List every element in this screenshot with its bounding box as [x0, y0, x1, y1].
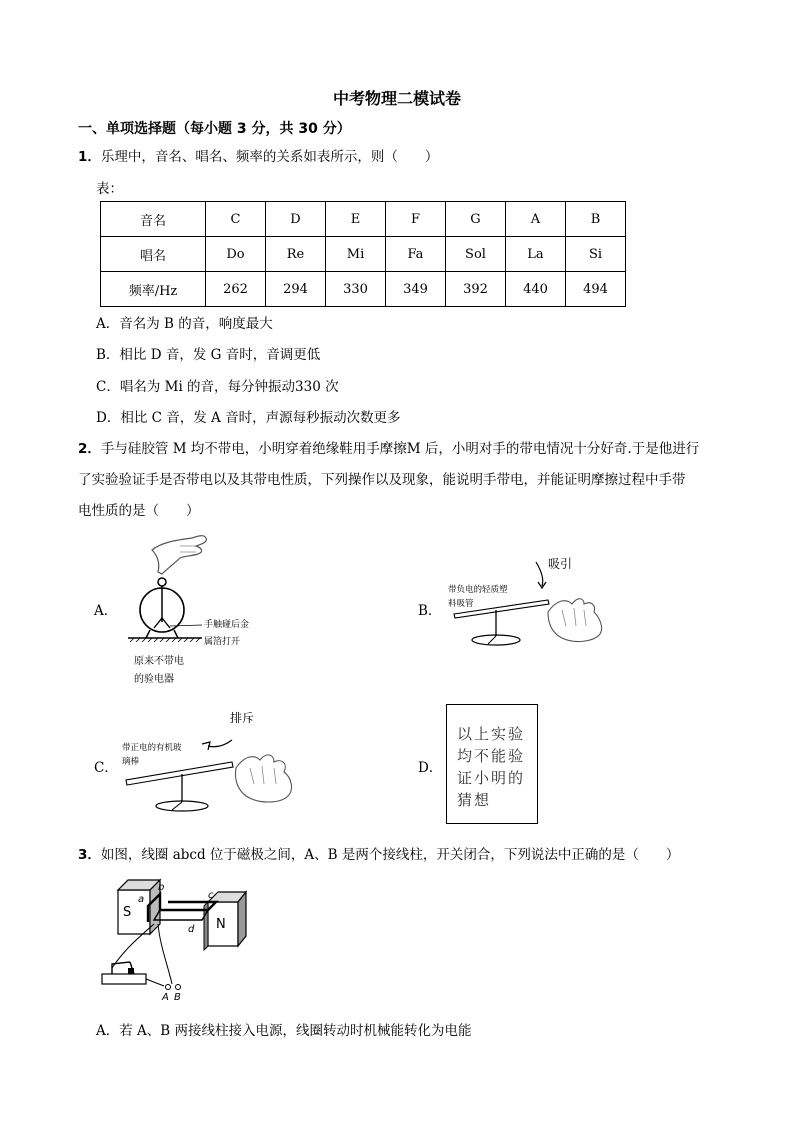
table-cell: 392 — [446, 272, 506, 307]
table-cell: Do — [206, 237, 266, 272]
terminal-b-label: B — [174, 992, 181, 1003]
question-2-line-2: 了实验验证手是否带电以及其带电性质，下列操作以及现象，能说明手带电，并能证明摩擦过程中手带 — [78, 472, 686, 488]
straw-attract-figure — [444, 552, 614, 657]
q3-option-a[interactable]: A．若 A、B 两接线柱接入电源，线圈转动时机械能转化为电能 — [96, 1023, 472, 1039]
table-caption: 表： — [96, 181, 123, 197]
table-cell: Sol — [446, 237, 506, 272]
table-row — [101, 237, 626, 272]
q1-option-c[interactable]: C．唱名为 Mi 的音，每分钟振动330 次 — [96, 379, 339, 395]
electroscope-caption-1: 原来不带电 — [134, 656, 184, 667]
terminal-a-label: A — [162, 992, 169, 1003]
q2-option-c-label[interactable]: C． — [94, 760, 118, 776]
q1-option-b[interactable]: B．相比 D 音，发 G 音时，音调更低 — [96, 347, 321, 363]
question-2-number: 2． — [78, 441, 101, 457]
table-cell: 唱名 — [101, 237, 206, 272]
table-cell: Si — [566, 237, 626, 272]
question-2-line-1 — [78, 437, 699, 457]
table-cell: 330 — [326, 272, 386, 307]
table-cell: A — [506, 202, 566, 237]
coil-label-d: d — [188, 924, 195, 935]
question-1-number: 1． — [78, 149, 101, 165]
table-cell: B — [566, 202, 626, 237]
straw-label-1: 带负电的轻质塑 — [448, 585, 508, 595]
table-cell: E — [326, 202, 386, 237]
table-cell: F — [386, 202, 446, 237]
repel-label: 排斥 — [230, 711, 255, 725]
page-title: 中考物理二模试卷 — [332, 89, 461, 108]
question-3-number: 3． — [78, 847, 101, 863]
coil-magnet-figure — [98, 876, 248, 1006]
electroscope-caption-2: 的验电器 — [134, 674, 174, 685]
table-cell: 349 — [386, 272, 446, 307]
table-row — [101, 202, 626, 237]
question-1-text: 乐理中，音名、唱名、频率的关系如表所示，则（ ） — [100, 149, 439, 165]
s-pole-label: S — [123, 905, 132, 920]
q2-option-a-label[interactable]: A． — [94, 603, 118, 619]
option-d-box — [446, 704, 538, 824]
q1-option-a[interactable]: A．音名为 B 的音，响度最大 — [96, 316, 273, 332]
frequency-table — [100, 201, 626, 307]
table-cell: 262 — [206, 272, 266, 307]
electroscope-label-2: 属箔打开 — [204, 637, 241, 647]
question-1-stem — [78, 145, 438, 165]
table-cell: 294 — [266, 272, 326, 307]
table-cell: 音名 — [101, 202, 206, 237]
table-cell: 频率/Hz — [101, 272, 206, 307]
table-cell: Re — [266, 237, 326, 272]
section-heading: 一、单项选择题（每小题 3 分，共 30 分） — [78, 121, 351, 137]
n-pole-label: N — [216, 917, 226, 932]
table-cell: 494 — [566, 272, 626, 307]
straw-label-2: 料吸管 — [448, 599, 474, 609]
option-d-text: 以上实验均不能验证小明的猜想 — [457, 725, 526, 809]
table-cell: La — [506, 237, 566, 272]
coil-label-a: a — [138, 894, 145, 905]
table-row — [101, 272, 626, 307]
question-2-text: 手与硅胶管 M 均不带电，小明穿着绝缘鞋用手摩擦M 后，小明对手的带电情况十分好奇.于是他进行 — [100, 441, 700, 457]
electroscope-label-1: 手触碰后金 — [204, 620, 250, 630]
table-cell: C — [206, 202, 266, 237]
electroscope-figure — [122, 528, 272, 688]
rod-repel-figure — [118, 706, 298, 816]
table-cell: 440 — [506, 272, 566, 307]
q2-option-d-label[interactable]: D． — [418, 760, 443, 776]
rod-label-1: 带正电的有机玻 — [122, 743, 182, 753]
attract-label: 吸引 — [548, 557, 573, 571]
coil-label-c: c — [208, 890, 214, 901]
table-cell: D — [266, 202, 326, 237]
q1-option-d[interactable]: D．相比 C 音，发 A 音时，声源每秒振动次数更多 — [96, 410, 401, 426]
coil-label-b: b — [158, 882, 165, 893]
table-cell: Mi — [326, 237, 386, 272]
question-3-stem — [78, 843, 679, 863]
question-3-text: 如图，线圈 abcd 位于磁极之间，A、B 是两个接线柱，开关闭合，下列说法中正确的是（ ） — [100, 847, 680, 863]
table-cell: G — [446, 202, 506, 237]
q2-option-b-label[interactable]: B． — [418, 603, 442, 619]
rod-label-2: 璃棒 — [122, 757, 140, 767]
table-cell: Fa — [386, 237, 446, 272]
question-2-line-3: 电性质的是（ ） — [78, 503, 200, 519]
